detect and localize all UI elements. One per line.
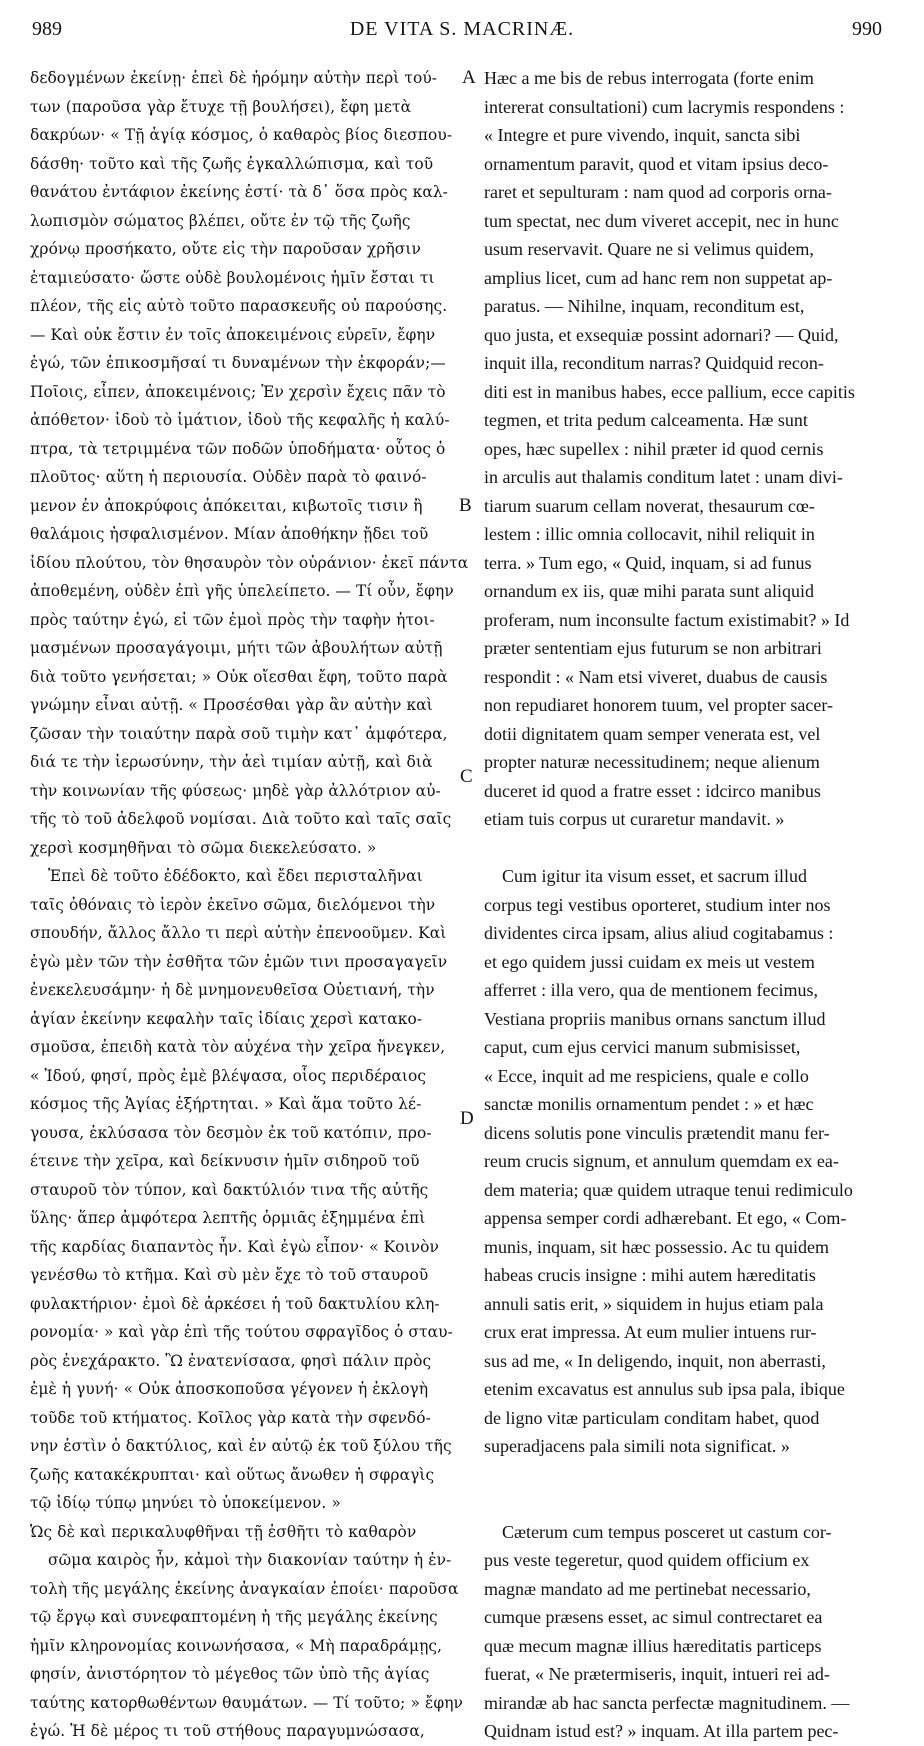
latin-line: de ligno vitæ particulam conditam habet, quod <box>484 1407 820 1428</box>
greek-line: δακρύων· « Τῇ ἁγίᾳ κόσμος, ὁ καθαρὸς βίος διεσπου- <box>30 126 453 144</box>
greek-line: σῶμα καιρὸς ἦν, κἀμοὶ τὴν διακονίαν ταύτην ἡ ἐν- <box>48 1551 452 1569</box>
greek-line: φησίν, ἀνιστόρητον τὸ μέγεθος τῶν ὑπὸ τῆς ἁγίας <box>30 1665 430 1683</box>
latin-line: Cum igitur ita visum esset, et sacrum illud <box>502 866 807 886</box>
greek-line: γνώμην εἶναι αὐτῇ. « Προσέσθαι γὰρ ἂν αὐτὴν καὶ <box>30 696 433 714</box>
greek-line: γενέσθω τὸ κτῆμα. Καὶ σὺ μὲν ἔχε τὸ τοῦ σταυροῦ <box>30 1266 429 1284</box>
left-page-number: 989 <box>32 18 62 40</box>
greek-line: χερσὶ κοσμηθῆναι τὸ σῶμα διεκελεύσατο. » <box>30 838 377 857</box>
latin-line: quæ mecum magnæ illius hæreditatis particeps <box>484 1635 822 1656</box>
greek-line: έτεινε τὴν χεῖρα, καὶ δείκνυσιν ἡμῖν σιδηροῦ τοῦ <box>30 1152 420 1170</box>
greek-line: Ποῖοις, εἶπεν, ἀποκειμένοις; Ἐν χερσὶν ἔχεις πᾶν τὸ <box>30 382 446 401</box>
greek-line: κόσμος τῆς Ἁγίας ἐξήρτηται. » Καὶ ἅμα τοῦτο λέ- <box>30 1095 422 1113</box>
latin-line: dotii dignitatem quam semper venerata est, vel <box>484 723 821 744</box>
greek-line: ὕλης· ἅπερ ἀμφότερα λεπτῆς ὁρμιᾶς ἐξημμένα ἐπὶ <box>30 1209 426 1227</box>
latin-line: terra. » Tum ego, « Quid, inquam, si ad funus <box>484 552 812 573</box>
greek-line: φυλακτήριον· ἐμοὶ δὲ ἀρκέσει ἡ τοῦ δακτυλίου κλη- <box>30 1294 440 1313</box>
greek-line: διά τε τὴν ἱερωσύνην, τὴν ἀεὶ τιμίαν αὐτῇ, καὶ διὰ <box>30 753 433 771</box>
paragraph-gap <box>484 1489 886 1518</box>
greek-line: ἰδίου πλούτου, τὸν θησαυρὸν τὸν οὐράνιον· ἐκεῖ πάντα <box>30 553 469 572</box>
latin-line: ornandum ex iis, quæ mihi parata sunt aliquid <box>484 581 814 601</box>
latin-line: proferam, num inconsulte factum existimabit? » Id <box>484 609 850 630</box>
latin-line: tegmen, et trita pedum calceamenta. Hæ sunt <box>484 410 808 430</box>
latin-line: « Integre et pure vivendo, inquit, sancta sibi <box>484 125 801 145</box>
greek-line: τῷ ἰδίῳ τύπῳ μηνύει τὸ ὑποκείμενον. » <box>30 1494 341 1512</box>
greek-line: ἐγώ, τῶν ἐπικοσμῆσαί τι δυναμένων τὴν ἐκφοράν;— <box>30 354 446 372</box>
greek-line: θαλάμοις ἠσφαλισμένον. Μίαν ἀποθήκην ᾔδει τοῦ <box>30 525 429 543</box>
right-page-number: 990 <box>852 18 882 40</box>
latin-line: dividentes circa ipsam, alius aliud cogitabamus : <box>484 923 834 943</box>
latin-line: mirandæ ab hac sancta perfectæ magnitudinem. — <box>484 1692 850 1713</box>
latin-line: corpus tegi vestibus oporteret, studium inter nos <box>484 894 831 915</box>
greek-line: ἐγὼ μὲν τῶν τὴν ἐσθῆτα τῶν ἐμῶν τινι προσαγαγεῖν <box>30 952 448 971</box>
greek-line: μασμένων προσαγάγοιμι, μήτι τῶν ἀβουλήτων αὐτῇ <box>30 639 443 657</box>
latin-line: propter naturæ necessitudinem; neque alienum <box>484 752 820 772</box>
greek-line: δεδογμένων ἐκείνῃ· ἐπεὶ δὲ ἠρόμην αὐτὴν περὶ τού- <box>30 69 438 87</box>
section-marker-d: D <box>460 1108 474 1129</box>
greek-line: ἀπόθετον· ἰδοὺ τὸ ἱμάτιον, ἰδοὺ τῆς κεφαλῆς ἡ καλύ- <box>30 411 450 429</box>
latin-line: usum reservavit. Quare ne si velimus quidem, <box>484 239 814 259</box>
latin-line: raret et sepulturam : nam quod ad corporis orna- <box>484 182 832 202</box>
latin-line: tiarum suarum cellam noverat, thesaurum cœ- <box>484 495 815 516</box>
greek-line: ἐμὲ ἡ γυνή· « Οὐκ ἀποσκοποῦσα γέγονεν ἡ ἐκλογὴ <box>30 1380 429 1398</box>
greek-line: ταῖς ὀθόναις τὸ ἱερὸν ἐκεῖνο σῶμα, διελόμενοι τὴν <box>30 895 436 914</box>
greek-line: πρὸς ταύτην ἐγώ, εἰ τῶν ἐμοὶ πρὸς τὴν ταφὴν ἡτοι- <box>30 610 435 629</box>
latin-line: fuerat, « Ne prætermiseris, inquit, intueri rei ad- <box>484 1664 830 1684</box>
latin-line: reum crucis signum, et annulum quemdam ex ea- <box>484 1151 839 1171</box>
greek-line: Ὡς δὲ καὶ περικαλυφθῆναι τῇ ἐσθῆτι τὸ καθαρὸν <box>30 1522 417 1541</box>
latin-line: crux erat impressa. At eum mulier intuens rur- <box>484 1322 817 1342</box>
latin-line: amplius licet, cum ad hanc rem non suppetat ap- <box>484 267 833 288</box>
greek-line: ταύτης κατορθωθέντων θαυμάτων. — Τί τοῦτο; » ἔφην <box>30 1693 463 1712</box>
running-title: DE VITA S. MACRINÆ. <box>349 18 575 40</box>
latin-line: respondit : « Nam etsi viveret, duabus de causis <box>484 666 828 687</box>
latin-line: Vestiana propriis manibus ornans sanctum illud <box>484 1008 826 1029</box>
greek-line: ἐταμιεύσατο· ὥστε οὐδὲ βουλομένοις ἡμῖν ἔσται τι <box>30 268 435 287</box>
greek-line: τολὴ τῆς μεγάλης ἐκείνης ἀναγκαίαν ἐποίει· παροῦσα <box>30 1579 459 1598</box>
greek-line: νην ἐστὶν ὁ δακτύλιος, καὶ ἐν αὐτῷ ἐκ τοῦ ξύλου τῆς <box>30 1437 452 1455</box>
greek-line: σταυροῦ τὸν τύπον, καὶ δακτύλιόν τινα τῆς αὐτῆς <box>30 1180 429 1199</box>
latin-line: etiam tuis corpus ut curaretur mandavit. » <box>484 809 785 829</box>
latin-line: sanctæ monilis ornamentum pendet : » et hæc <box>484 1094 814 1114</box>
greek-line: λωπισμὸν σώματος βλέπει, οὔτε ἐν τῷ τῆς ζωῆς <box>30 211 411 230</box>
latin-line: annuli satis erit, » siquidem in hujus etiam pala <box>484 1293 824 1314</box>
page-header <box>0 18 924 52</box>
latin-column <box>484 64 886 1746</box>
latin-line: paratus. — Nihilne, inquam, reconditum est, <box>484 296 805 316</box>
latin-line: tum spectat, nec dum viveret accepit, nec in hunc <box>484 210 839 231</box>
latin-line: Cæterum cum tempus posceret ut castum cor- <box>502 1521 832 1542</box>
section-marker-b: B <box>459 495 472 516</box>
greek-line: μενον ἐν ἀποκρύφοις ἀπόκειται, κιβωτοῖς τισιν ἢ <box>30 496 423 515</box>
greek-line: ρὸς ἐνεχάρακτο. Ὣ ἐνατενίσασα, φησὶ πάλιν πρὸς <box>30 1351 432 1370</box>
latin-line: ornamentum paravit, quod et vitam ipsius deco- <box>484 153 829 174</box>
latin-line: caput, cum ejus cervici manum submisisset, <box>484 1037 801 1057</box>
latin-line: diti est in manibus habes, ecce pallium, ecce capitis <box>484 381 855 402</box>
section-marker-c: C <box>460 766 473 787</box>
greek-line: ἐνεκελευσάμην· ἡ δὲ μνημονευθεῖσα Οὐετιανή, τὴν <box>30 981 435 999</box>
latin-line: sus ad me, « In deligendo, inquit, non aberrasti, <box>484 1350 826 1371</box>
section-marker-a: A <box>462 67 476 88</box>
greek-line: ἁγίαν ἐκείνην κεφαλὴν ταῖς ἰδίαις χερσὶ κατακο- <box>30 1009 423 1028</box>
latin-line: etenim excavatus est annulus sub ipsa pala, ibique <box>484 1379 845 1399</box>
greek-line: Ἐπεὶ δὲ τοῦτο ἐδέδοκτο, καὶ ἔδει περισταλῆναι <box>48 867 423 885</box>
greek-line: των (παροῦσα γὰρ ἔτυχε τῇ βουλήσει), ἔφη μετὰ <box>30 97 412 116</box>
greek-line: τοῦδε τοῦ κτήματος. Κοῖλος γὰρ κατὰ τὴν σφενδό- <box>30 1408 431 1427</box>
latin-line: pus veste tegeretur, quod quidem officium ex <box>484 1550 810 1570</box>
greek-line: διὰ τοῦτο γενήσεται; » Οὐκ οἴεσθαι ἔφη, τοῦτο παρὰ <box>30 667 448 686</box>
latin-line: « Ecce, inquit ad me respiciens, quale e collo <box>484 1065 809 1086</box>
latin-line: quo justa, et exsequiæ possint adornari? — Quid, <box>484 324 839 345</box>
latin-line: in arculis aut thalamis conditum latet : unam divi- <box>484 467 843 487</box>
greek-line: σμοῦσα, ἐπειδὴ κατὰ τὸν αὐχένα τὴν χεῖρα ἤνεγκεν, <box>30 1038 446 1056</box>
latin-line: dem materia; quæ quidem utraque tenui redimiculo <box>484 1179 853 1200</box>
latin-line: appensa semper cordi adhærebant. Et ego, « Com- <box>484 1208 847 1228</box>
greek-line: θανάτου ἐντάφιον ἐκείνης ἐστί· τὰ δ᾽ ὅσα πρὸς καλ- <box>30 183 448 201</box>
greek-line: πλοῦτος· αὕτη ἡ περιουσία. Οὐδὲν παρὰ τὸ φαινό- <box>30 468 427 486</box>
latin-line: afferret : illa vero, qua de mentionem fecimus, <box>484 980 819 1000</box>
greek-line: τὴν κοινωνίαν τῆς φύσεως· μηδὲ γὰρ ἀλλότριον αὐ- <box>30 781 441 800</box>
greek-column <box>30 64 469 1746</box>
greek-line: ἐγώ. Ἡ δὲ μέρος τι τοῦ στήθους παραγυμνώσασα, <box>30 1722 425 1740</box>
latin-line: dicens solutis pone vinculis prætendit manu fer- <box>484 1122 830 1143</box>
latin-line: Quidnam istud est? » inquam. At illa partem pec- <box>484 1721 839 1741</box>
latin-line: præter sententiam ejus futurum se non arbitrari <box>484 638 822 658</box>
greek-line: τῆς τὸ τοῦ ἀδελφοῦ νομίσαι. Διὰ τοῦτο καὶ ταῖς σαῖς <box>30 810 452 828</box>
greek-line: γουσα, ἐκλύσασα τὸν δεσμὸν ἐκ τοῦ κατόπιν, προ- <box>30 1123 432 1142</box>
latin-line: cumque præsens esset, ac simul contrectaret ea <box>484 1607 823 1627</box>
latin-line: superadjacens pala simili nota significat. » <box>484 1436 790 1456</box>
latin-line: magnæ mandato ad me pertinebat necessario, <box>484 1578 811 1599</box>
greek-line: πλέον, τῆς εἰς αὐτὸ τοῦτο παρασκευῆς οὐ παρούσης. <box>30 297 448 315</box>
greek-line: τῷ ἔργῳ καὶ συνεφαπτομένη ἡ τῆς μεγάλης ἐκείνης <box>30 1608 438 1626</box>
latin-line: Hæc a me bis de rebus interrogata (forte enim <box>484 68 814 88</box>
latin-line: non repudiaret honorem tuum, vel propter sacer- <box>484 695 834 715</box>
greek-line: ζωῆς κατακέκρυπται· καὶ οὕτως ἄνωθεν ἡ σφραγὶς <box>30 1465 435 1484</box>
greek-line: ρονομία· » καὶ γὰρ ἐπὶ τῆς τούτου σφραγῖδος ὁ σταυ- <box>30 1323 453 1341</box>
paragraph-gap <box>484 1461 886 1490</box>
latin-line: munis, inquam, sit hæc possessio. Ac tu quidem <box>484 1236 829 1257</box>
greek-line: ἀποθεμένη, οὐδὲν ἐπὶ γῆς ὑπελείπετο. — Τί οὖν, ἔφην <box>30 582 454 600</box>
greek-line: σπουδήν, ἄλλος ἄλλο τι περὶ αὐτὴν ἐπενοοῦμεν. Καὶ <box>30 924 447 942</box>
latin-line: lestem : illic omnia collocavit, nihil reliquit in <box>484 524 815 544</box>
greek-line: πτρα, τὰ τετριμμένα τῶν ποδῶν ὑποδήματα· οὗτος ὁ <box>30 439 446 458</box>
greek-line: δάσθη· τοῦτο καὶ τῆς ζωῆς ἐγκαλλώπισμα, καὶ τοῦ <box>30 154 434 173</box>
greek-line: ἡμῖν κληρονομίας κοινωνήσασα, « Μὴ παραδράμῃς, <box>30 1636 443 1655</box>
latin-line: et ego quidem jussi cuidam ex meis ut vestem <box>484 951 815 972</box>
latin-line: intererat consultationi) cum lacrymis respondens : <box>484 96 845 117</box>
greek-line: χρόνῳ προσήκατο, οὔτε εἰς τὴν παροῦσαν χρῆσιν <box>30 240 421 258</box>
latin-line: opes, hæc supellex : nihil præter id quod cernis <box>484 438 824 459</box>
latin-line: duceret id quod a fratre esset : idcirco manibus <box>484 780 821 801</box>
greek-line: τῆς καρδίας διαπαντὸς ἦν. Καὶ ἐγὼ εἶπον· « Κοινὸν <box>30 1237 439 1256</box>
greek-line: « Ἰδού, φησί, πρὸς ἐμὲ βλέψασα, οἷος περιδέραιος <box>30 1066 427 1085</box>
paragraph-gap <box>484 834 886 863</box>
latin-line: habeas crucis insigne : mihi autem hæreditatis <box>484 1265 816 1285</box>
greek-line: ζῶσαν τὴν τοιαύτην παρὰ σοῦ τιμὴν κατ᾽ ἀμφότερα, <box>30 724 448 743</box>
greek-line: — Καὶ οὐκ ἔστιν ἐν τοῖς ἀποκειμένοις εὑρεῖν, ἔφην <box>30 325 436 344</box>
latin-line: inquit illa, reconditum narras? Quidquid recon- <box>484 353 824 373</box>
